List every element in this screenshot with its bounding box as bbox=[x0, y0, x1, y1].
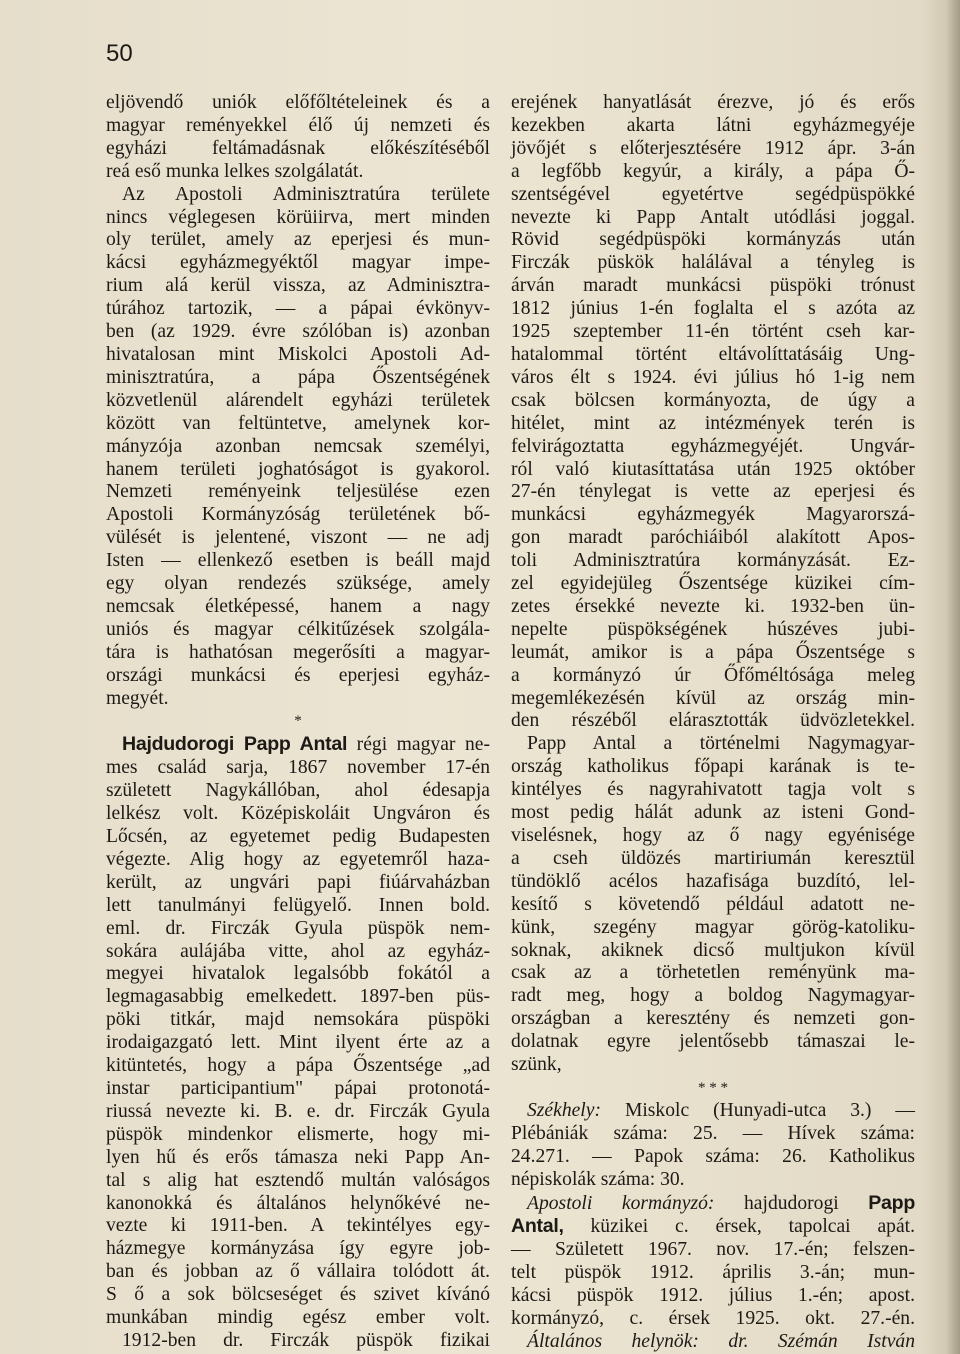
text-line: hivatalosan mint Miskolci Apostoli Ad- bbox=[106, 343, 490, 365]
text-line: jövőjét s előterjesztésére 1912 ápr. 3-án bbox=[511, 137, 915, 159]
text-line: Firczák püskök halálával a tényleg is bbox=[511, 252, 915, 274]
text-line: pöki titkár, majd nemsokára püspöki bbox=[106, 1009, 490, 1031]
text-line: hatalommal történt eltávolíttatásáig Ung- bbox=[511, 343, 915, 365]
text-line: 1925 szeptember 11-én történt cseh kar- bbox=[511, 321, 915, 343]
text-line: nepelte püspökségének húszéves jubi- bbox=[511, 618, 915, 640]
text-line: kitüntetés, hogy a pápa Őszentsége „ad bbox=[106, 1055, 490, 1077]
text-line: zel egyidejüleg Őszentsége küzikei cím- bbox=[511, 573, 915, 595]
text-line: instar participantium" pápai protonotá- bbox=[106, 1077, 490, 1099]
text-line: telt püspök 1912. április 3.-án; mun- bbox=[511, 1262, 915, 1284]
text-line: Rövid segédpüspöki kormányzás után bbox=[511, 229, 915, 251]
text-line: kesítő s követendő például adatott ne- bbox=[511, 893, 915, 915]
page-number: 50 bbox=[106, 40, 133, 67]
text-line-heading bbox=[106, 733, 490, 757]
text-line: ban és jobban az ő vállaira tolódott át. bbox=[106, 1261, 490, 1283]
text-line: munkácsi egyházmegyék Magyarorszá- bbox=[511, 504, 915, 526]
section-divider-star: * bbox=[294, 713, 302, 730]
governor-value: hajdudorogi bbox=[714, 1192, 869, 1214]
text-line: Nemzeti reményeink teljesülése ezen bbox=[106, 481, 490, 503]
text-line: a kormányzó úr Őfőméltósága meleg bbox=[511, 664, 915, 686]
text-line: sokára aulájába vitte, ahol az egyház- bbox=[106, 940, 490, 962]
text-line: legmagasabbig emelkedett. 1897-ben püs- bbox=[106, 986, 490, 1008]
text-line: mes család sarja, 1867 november 17-én bbox=[106, 757, 490, 779]
text-line: tündöklő acélos hazafisága buzdító, lel- bbox=[511, 870, 915, 892]
governor-title: küzikei c. érsek, tapolcai apát. bbox=[563, 1216, 915, 1238]
text-line: Papp Antal a történelmi Nagymagyar- bbox=[527, 733, 915, 755]
text-line: toli Adminisztratúra kormányzását. Ez- bbox=[511, 550, 915, 572]
text-line: Plébániák száma: 25. — Hívek száma: bbox=[511, 1122, 915, 1144]
text-line: kanonokká és általános helynőkévé ne- bbox=[106, 1192, 490, 1214]
text-line: rium alá kerül vissza, az Adminisztra- bbox=[106, 275, 490, 297]
text-line: irodaigazgató lett. Mint ilyent érte az a bbox=[106, 1032, 490, 1054]
text-line: országban a keresztény és nemzeti gon- bbox=[511, 1008, 915, 1030]
person-name: Hajdudorogi Papp Antal bbox=[122, 733, 348, 756]
text-line: lelkész volt. Középiskoláit Ungváron és bbox=[106, 803, 490, 825]
text-line: nemcsak életképessé, hanem a nagy bbox=[106, 595, 490, 617]
text-line: munkában mindig egész ember volt. bbox=[106, 1307, 490, 1329]
text-line: — Született 1967. nov. 17.-én; felszen- bbox=[511, 1239, 915, 1261]
text-line: házmegye kormányzása így egyre job- bbox=[106, 1238, 490, 1260]
text-line: kácsi egyházmegyéktől magyar impe- bbox=[106, 252, 490, 274]
text-line: kintélyes és nagyrahivatott tagja volt s bbox=[511, 779, 915, 801]
text-line: ország katholikus főpapi karának is te- bbox=[511, 756, 915, 778]
text-line: közvetlenül alárendelt egyházi területek bbox=[106, 389, 490, 411]
text-line: zetes érsekké nevezte ki. 1932-ben ün- bbox=[511, 595, 915, 617]
text-line-rest: régi magyar ne- bbox=[347, 734, 490, 756]
text-line: kezekben akarta látni egyházmegyéje bbox=[511, 114, 915, 136]
text-line: minisztratúra, a pápa Őszentségének bbox=[106, 366, 490, 388]
text-line: most pedig hálát adunk az isteni Gond- bbox=[511, 802, 915, 824]
text-line: megyét. bbox=[106, 687, 169, 709]
text-line: dolatnak egyre jelentősebb támaszai le- bbox=[511, 1031, 915, 1053]
text-line: lyen hű és erős támasza neki Papp An- bbox=[106, 1146, 490, 1168]
text-line: felvirágoztatta egyházmegyéjét. Ungvár- bbox=[511, 435, 915, 457]
seat-line bbox=[511, 1100, 915, 1123]
text-line: viselésnek, hogy az ő nagy egyénisége bbox=[511, 825, 915, 846]
text-line: a legfőbb kegyúr, a király, a pápa Ő- bbox=[511, 160, 915, 182]
text-line: népiskolák száma: 30. bbox=[511, 1168, 685, 1190]
page-edge-shadow bbox=[946, 0, 960, 1354]
text-line: egyházi feltámadásnak előkészítéséből bbox=[106, 137, 490, 159]
text-line: túrához tartozik, — a pápai évkönyv- bbox=[106, 298, 490, 320]
text-line: árván maradt munkácsi püspöki trónust bbox=[511, 275, 915, 297]
text-line: kácsi püspök 1912. július 1.-én; apost. bbox=[511, 1285, 915, 1307]
text-line: den részéből elárasztották üdvözletekkel. bbox=[511, 710, 915, 732]
text-line: nincs véglegesen körüiirva, mert minden bbox=[106, 206, 490, 228]
text-line: uniós és magyar célkitűzések szolgála- bbox=[106, 618, 490, 640]
vicar-text: Általános helynök: dr. Szémán István bbox=[527, 1330, 915, 1352]
text-line: város élt s 1924. évi július hó 1-ig nem bbox=[511, 366, 915, 388]
text-line: Az Apostoli Adminisztratúra területe bbox=[122, 183, 490, 205]
text-line: riussá nevezte ki. B. e. dr. Firczák Gyula bbox=[106, 1100, 490, 1122]
text-line: tára is hathatósan megerősíti a magyar- bbox=[106, 641, 490, 663]
text-line: künk, szegény magyar görög-katoliku- bbox=[511, 916, 915, 938]
text-line: reá eső munka lelkes szolgálatát. bbox=[106, 160, 364, 182]
text-line: Lőcsén, az egyetemet pedig Budapesten bbox=[106, 826, 490, 847]
text-line: hanem területi joghatóságot is gyakorol. bbox=[106, 458, 490, 480]
text-line: hitélet, mint az intézmények terén is bbox=[511, 412, 915, 434]
vicar-line bbox=[511, 1331, 915, 1354]
text-line: oly terület, amely az eperjesi és mun- bbox=[106, 229, 490, 251]
text-line: vülését is jelentené, viszont — ne adj bbox=[106, 527, 490, 549]
text-line: végezte. Alig hogy az egyetemről haza- bbox=[106, 848, 490, 870]
text-line: 1912-ben dr. Firczák püspök fizikai bbox=[122, 1329, 490, 1351]
text-line: országi munkácsi és eperjesi egyház- bbox=[106, 664, 490, 686]
text-line: Isten — ellenkező esetben is beáll majd bbox=[106, 550, 490, 572]
text-line: 24.271. — Papok száma: 26. Katholikus bbox=[511, 1145, 915, 1167]
text-line: mányzója azonban nemcsak személyi, bbox=[106, 435, 490, 457]
text-line: lett tanulmányi felügyelő. Innen bold. bbox=[106, 894, 490, 916]
governor-name-cont: Antal, bbox=[511, 1215, 564, 1238]
governor-line-2 bbox=[511, 1215, 915, 1239]
text-line: került, az ungvári papi fiúárvaházban bbox=[106, 871, 490, 893]
text-line: erejének hanyatlását érezve, jó és erős bbox=[511, 92, 915, 113]
text-line: eljövendő uniók előfőltételeinek és a bbox=[106, 92, 490, 113]
section-divider-stars: * * * bbox=[698, 1079, 728, 1096]
left-column bbox=[106, 92, 490, 1353]
seat-value: Miskolc (Hunyadi-utca 3.) — bbox=[600, 1099, 915, 1121]
text-line: radt meg, hogy a boldog Nagymagyar- bbox=[511, 985, 915, 1007]
text-line: eml. dr. Firczák Gyula püspök nem- bbox=[106, 917, 490, 939]
text-line: csak bölcsen kormányozta, de úgy a bbox=[511, 389, 915, 411]
text-line: csak az a törhetetlen reményünk ma- bbox=[511, 962, 915, 984]
text-line: 1812 június 1-én foglalta el s azóta az bbox=[511, 298, 915, 320]
text-line: magyar reményekkel élő új nemzeti és bbox=[106, 114, 490, 136]
text-line: között van feltüntetve, amelynek kor- bbox=[106, 412, 490, 434]
text-line: soknak, akiknek dicső multjukon kívül bbox=[511, 939, 915, 961]
text-line: gon maradt paróchiáiból alakított Apos- bbox=[511, 527, 915, 549]
text-line: született Nagykállóban, ahol édesapja bbox=[106, 780, 490, 802]
text-line: Apostoli Kormányzóság területének bő- bbox=[106, 504, 490, 526]
text-line: püspök mindenkor elismerte, hogy mi- bbox=[106, 1123, 490, 1145]
governor-label: Apostoli kormányzó: bbox=[527, 1192, 715, 1214]
text-line: egy olyan rendezés szüksége, amely bbox=[106, 573, 490, 595]
text-line: megemlékezésén kívül az ország min- bbox=[511, 687, 915, 709]
text-line: 27-én ténylegat is vette az eperjesi és bbox=[511, 481, 915, 503]
text-line: leumát, amikor is a pápa Őszentsége s bbox=[511, 641, 915, 663]
text-line: a cseh üldözés martiriumán keresztül bbox=[511, 847, 915, 869]
seat-label: Székhely: bbox=[527, 1099, 601, 1121]
governor-line bbox=[511, 1192, 915, 1216]
right-column bbox=[511, 92, 915, 1354]
text-line: vezte ki 1911-ben. A tekintélyes egy- bbox=[106, 1215, 490, 1237]
text-line: kormányzó, c. érsek 1925. okt. 27.-én. bbox=[511, 1308, 915, 1330]
text-line: szentségével egyetértve segédpüspökké bbox=[511, 183, 915, 205]
text-line: megyei hivatalok legalsóbb fokától a bbox=[106, 963, 490, 985]
text-line: S ő a sok bölcseséget és szivet kívánó bbox=[106, 1284, 490, 1306]
text-line: nevezte ki Papp Antalt utódlási joggal. bbox=[511, 206, 915, 228]
text-line: ben (az 1929. évre szólóban is) azonban bbox=[106, 321, 490, 343]
text-line: tal s alig hat esztendő multán valóságos bbox=[106, 1169, 490, 1191]
text-line: ról való kiutasíttatása után 1925 október bbox=[511, 458, 915, 480]
governor-name: Papp bbox=[868, 1191, 915, 1214]
text-line: szünk, bbox=[511, 1054, 562, 1076]
